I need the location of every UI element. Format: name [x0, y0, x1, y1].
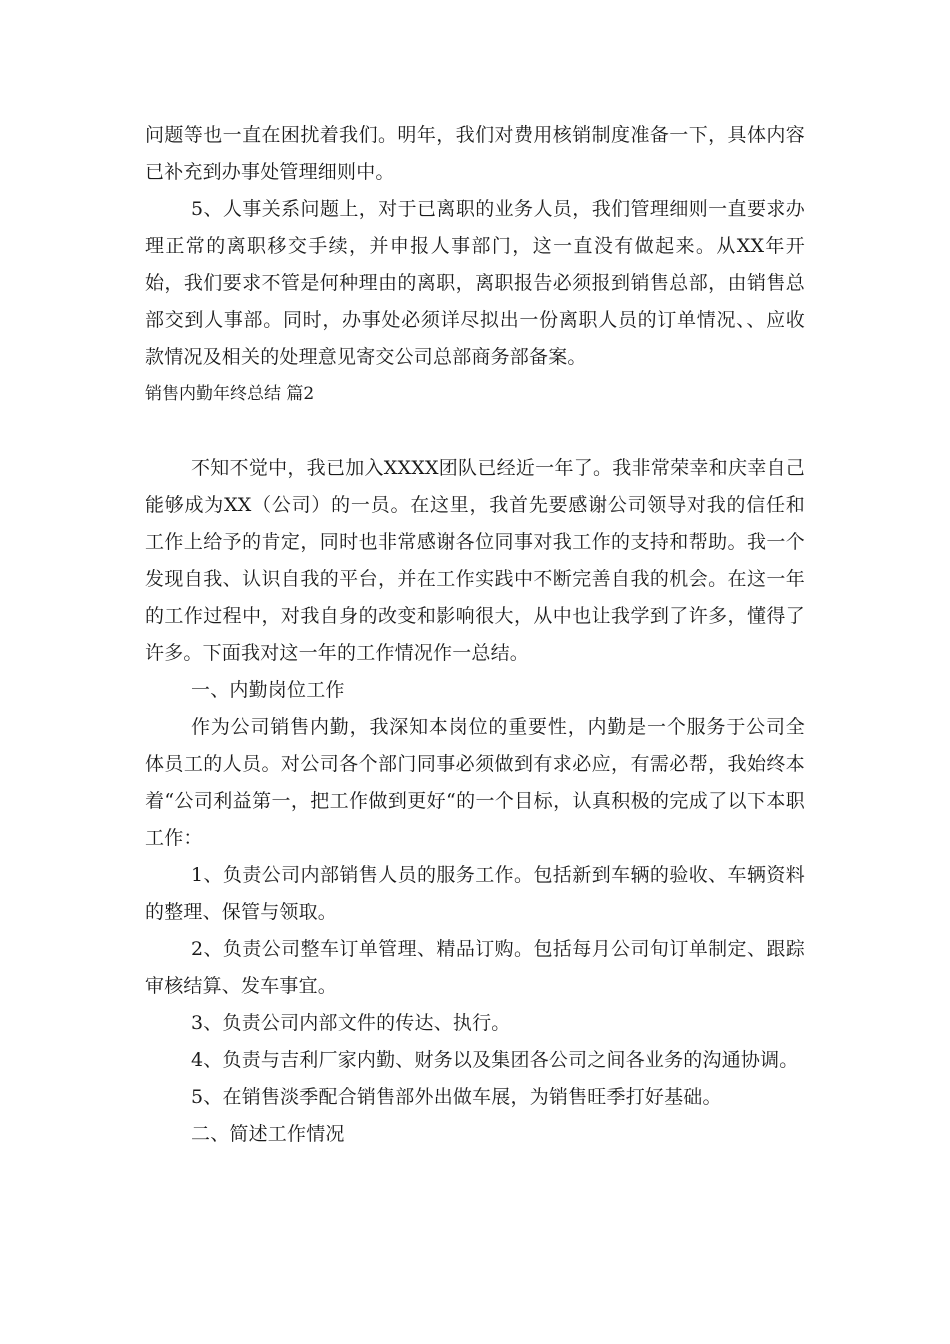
section-title: 销售内勤年终总结 篇2 — [145, 384, 315, 404]
list-item: 2、负责公司整车订单管理、精品订购。包括每月公司旬订单制定、跟踪审核结算、发车事宜。 — [145, 938, 805, 997]
list-item: 1、负责公司内部销售人员的服务工作。包括新到车辆的验收、车辆资料的整理、保管与领取。 — [145, 864, 805, 923]
heading-1: 一、内勤岗位工作 — [191, 679, 345, 701]
list-item: 4、负责与吉利厂家内勤、财务以及集团各公司之间各业务的沟通协调。 — [191, 1049, 799, 1071]
paragraph: 作为公司销售内勤，我深知本岗位的重要性，内勤是一个服务于公司全体员工的人员。对公司各个部门同事必须做到有求必应，有需必帮，我始终本着“公司利益第一，把工作做到更好“的一个目标，认真积极的完成了以下本职工作： — [145, 716, 805, 849]
list-item: 5、在销售淡季配合销售部外出做车展，为销售旺季打好基础。 — [191, 1086, 722, 1108]
paragraph: 问题等也一直在困扰着我们。明年，我们对费用核销制度准备一下，具体内容已补充到办事处管理细则中。 — [145, 124, 805, 183]
blank-line — [145, 413, 805, 450]
intro-paragraph: 不知不觉中，我已加入XXXX团队已经近一年了。我非常荣幸和庆幸自己能够成为XX（公司）的一员。在这里，我首先要感谢公司领导对我的信任和工作上给予的肯定，同时也非常感谢各位同事对我工作的支持和帮助。我一个发现自我、认识自我的平台，并在工作实践中不断完善自我的机会。在这一年的工作过程中，对我自身的改变和影响很大，从中也让我学到了许多，懂得了许多。下面我对这一年的工作情况作一总结。 — [145, 457, 805, 664]
list-item: 3、负责公司内部文件的传达、执行。 — [191, 1012, 511, 1034]
heading-2: 二、简述工作情况 — [191, 1123, 345, 1145]
document-page — [145, 117, 805, 1153]
paragraph: 5、人事关系问题上，对于已离职的业务人员，我们管理细则一直要求办理正常的离职移交手续，并申报人事部门，这一直没有做起来。从XX年开始，我们要求不管是何种理由的离职，离职报告必须报到销售总部，由销售总部交到人事部。同时，办事处必须详尽拟出一份离职人员的订单情况、、应收款情况及相关的处理意见寄交公司总部商务部备案。 — [145, 198, 805, 368]
